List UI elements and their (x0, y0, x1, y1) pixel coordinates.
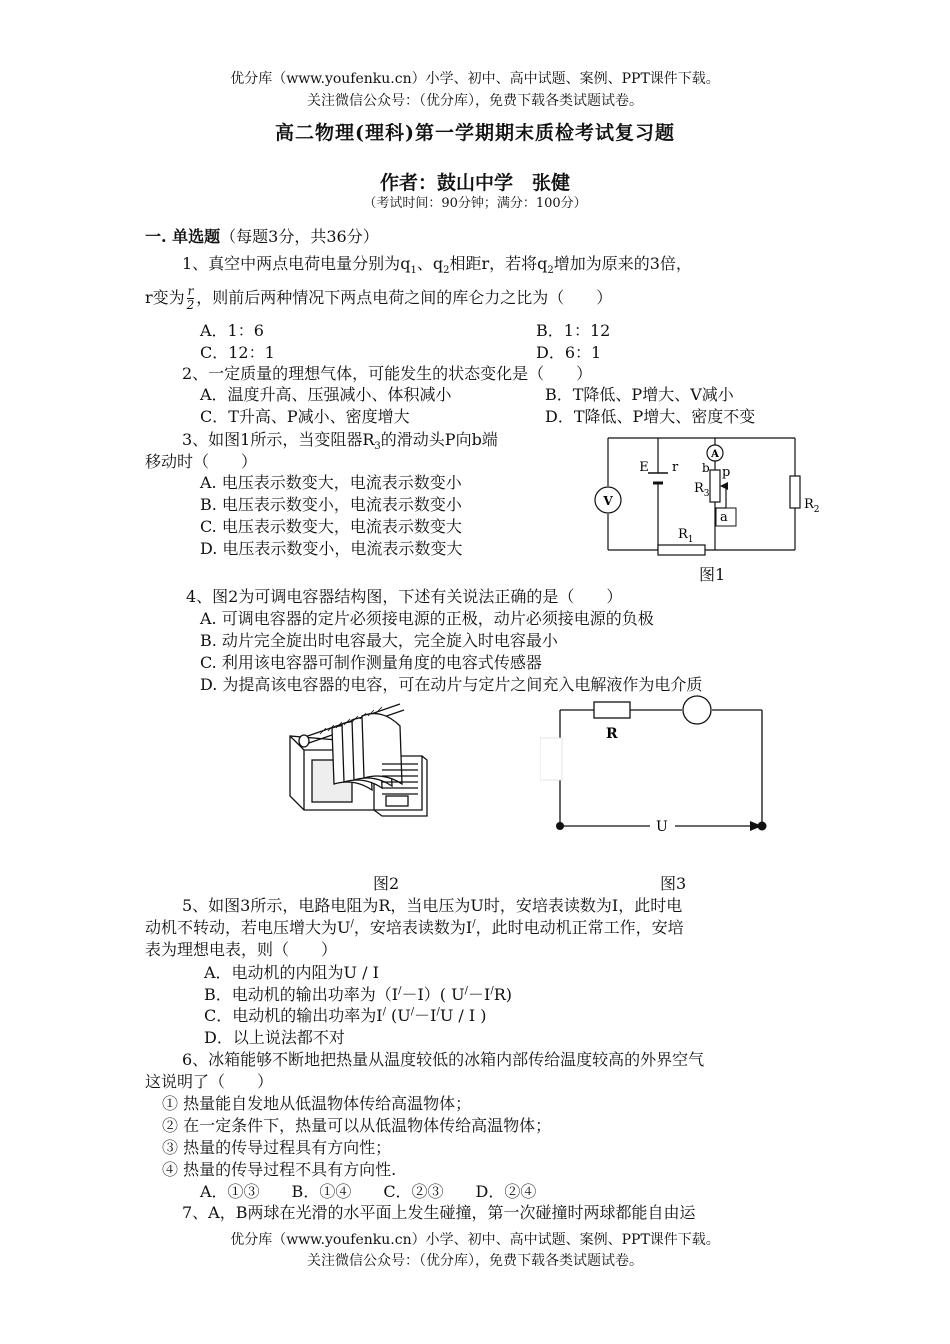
q5-prime-2: / (472, 918, 476, 930)
q5-b-b: －I）( U (401, 985, 465, 1004)
terminal-right-icon (758, 822, 767, 831)
q6-statement-1: ① 热量能自发地从低温物体传给高温物体； (162, 1094, 472, 1113)
q1-frac-num: r (187, 284, 194, 298)
q6-stem-line-2: 这说明了（ ） (145, 1072, 274, 1091)
exam-info: （考试时间：90分钟；满分：100分） (363, 196, 587, 211)
q5-c-prime-2: / (410, 1006, 415, 1018)
q1-line2-a: r变为 (145, 288, 185, 307)
q6-choices: A．①③ B．①④ C．②③ D．②④ (200, 1182, 537, 1201)
q6-statement-3: ③ 热量的传导过程具有方向性； (162, 1138, 392, 1157)
figure-1-circuit (590, 428, 830, 558)
emf-label: E (639, 460, 649, 475)
q5-b-a: B．电动机的输出功率为（I (204, 985, 399, 1004)
q2-option-b: B．T降低、P增大、V减小 (545, 385, 734, 404)
q1-text-b: 相距r，若将 (449, 254, 538, 273)
figure-1-caption: 图1 (699, 565, 726, 584)
q5-line2-c: ，此时电动机正常工作，安培 (475, 918, 684, 937)
fig3-r-label: R (606, 726, 618, 742)
q5-stem-line-1: 5、如图3所示，电路电阻为R，当电压为U时，安培表读数为I，此时电 (182, 896, 683, 915)
q5-c-c: －I (414, 1006, 437, 1025)
q5-c-d: U / I ) (439, 1006, 487, 1025)
q5-c-prime-3: / (436, 1006, 440, 1018)
q5-stem-line-2 (145, 915, 684, 938)
q5-c-a: C．电动机的输出功率为I (204, 1006, 383, 1025)
q3-option-a: A. 电压表示数变大，电流表示数变小 (200, 473, 462, 492)
q2-option-c: C．T升高、P减小、密度增大 (200, 407, 410, 426)
q5-c-prime-1: / (382, 1006, 386, 1018)
q1-option-b: B．1：12 (536, 321, 611, 340)
terminal-b-label: b (702, 461, 710, 475)
q1-text-c: 增加为原来的3倍， (553, 254, 692, 273)
q3-option-b: B. 电压表示数变小，电流表示数变小 (200, 495, 462, 514)
q6-statement-4: ④ 热量的传导过程不具有方向性. (162, 1160, 397, 1179)
slider-p-label: p (722, 465, 731, 480)
q1-stem-line-1 (182, 251, 692, 276)
q4-option-d: D. 为提高该电容器的电容，可在动片与定片之间充入电解液作为电介质 (200, 675, 703, 694)
q5-stem-line-3: 表为理想电表，则（ ） (145, 940, 338, 959)
header-line-1: 优分库（www.youfenku.cn）小学、初中、高中试题、案例、PPT课件下载。 (230, 71, 720, 87)
q3-stem-sub: 3 (374, 441, 381, 453)
q3-stem-a: 3、如图1所示，当变阻器R (182, 430, 375, 449)
figure-2-caption: 图2 (373, 874, 400, 893)
q1-sub2: 2 (443, 265, 450, 277)
q1-option-a: A．1：6 (200, 321, 264, 340)
figure-2-capacitor (282, 698, 442, 828)
q5-b-d: R) (493, 985, 512, 1004)
q3-option-d: D. 电压表示数变小，电流表示数变大 (200, 539, 463, 558)
section-heading (145, 224, 379, 247)
footer-line-1: 优分库（www.youfenku.cn）小学、初中、高中试题、案例、PPT课件下载。 (230, 1232, 720, 1248)
q3-stem-line-2: 移动时（ ） (145, 452, 258, 471)
header-line-2: 关注微信公众号：（优分库），免费下载各类试题试卷。 (307, 93, 643, 109)
figure-3-caption: 图3 (660, 874, 687, 893)
q1-frac-den: 2 (186, 298, 195, 312)
internal-resistance-label: r (672, 460, 679, 475)
author-line: 作者：鼓山中学 张健 (379, 172, 570, 194)
q5-b-prime-3: / (490, 985, 494, 997)
q6-stem-line-1: 6、冰箱能够不断地把热量从温度较低的冰箱内部传给温度较高的外界空气 (182, 1050, 705, 1069)
ammeter-label: A (711, 449, 719, 460)
section-title: 一. 单选题 (145, 227, 221, 246)
cut-out-box (540, 738, 562, 780)
q1-line2-b: ，则前后两种情况下两点电荷之间的库仑力之比为（ ） (196, 288, 613, 307)
q1-sub3: 2 (547, 265, 554, 277)
q1-option-d: D．6：1 (536, 343, 602, 362)
footer-line-2: 关注微信公众号：（优分库），免费下载各类试题试卷。 (307, 1253, 643, 1269)
q1-sep: 、 (416, 254, 433, 273)
q3-option-c: C. 电压表示数变大，电流表示数变大 (200, 517, 462, 536)
q4-stem: 4、图2为可调电容器结构图，下述有关说法正确的是（ ） (186, 587, 623, 606)
q1-q1: q (400, 254, 411, 273)
resistor-r1 (658, 545, 705, 555)
q1-q2: q (432, 254, 444, 273)
q1-text-a: 1、真空中两点电荷电量分别为 (182, 254, 401, 273)
q6-statement-2: ② 在一定条件下，热量可以从低温物体传给高温物体； (162, 1116, 552, 1135)
r3-label: $R_3$ (694, 481, 710, 499)
q5-b-c: －I (467, 985, 491, 1004)
q4-option-b: B. 动片完全旋出时电容最大，完全旋入时电容最小 (200, 631, 558, 650)
q5-option-c (204, 1003, 487, 1026)
q1-sub1: 1 (410, 265, 417, 277)
r2-label: $R_2$ (804, 497, 820, 515)
q5-option-d: D．以上说法都不对 (204, 1028, 345, 1047)
q5-b-prime-2: / (464, 985, 468, 997)
q2-option-d: D．T降低、P增大、密度不变 (545, 407, 756, 426)
q5-prime-1: / (350, 918, 354, 930)
q1-fraction (187, 285, 195, 312)
q2-option-a: A．温度升高、压强减小、体积减小 (200, 385, 452, 404)
terminal-a-label: a (720, 510, 728, 525)
q5-c-b: (U (385, 1006, 411, 1025)
q3-stem-b: 的滑动头P向b端 (380, 430, 498, 449)
terminal-left-icon (556, 822, 564, 830)
q1-stem-line-2 (145, 285, 612, 312)
figure-3-circuit (540, 690, 780, 840)
voltmeter-label: V (603, 494, 613, 508)
q5-line2-a: 动机不转动，若电压增大为U (145, 918, 351, 937)
q4-option-c: C. 利用该电容器可制作测量角度的电容式传感器 (200, 653, 542, 672)
q7-stem-line-1: 7、A，B两球在光滑的水平面上发生碰撞，第一次碰撞时两球都能自由运 (182, 1203, 696, 1222)
slider-arrow-icon (720, 482, 728, 490)
q2-stem: 2、一定质量的理想气体，可能发生的状态变化是（ ） (182, 364, 593, 383)
q5-b-prime-1: / (398, 985, 402, 997)
rheostat-r3 (710, 470, 720, 502)
q1-q3: q (537, 254, 548, 273)
q5-line2-b: ，安培表读数为I (353, 918, 473, 937)
r1-label: $R_1$ (678, 527, 694, 545)
q5-option-a: A．电动机的内阻为U / I (204, 963, 379, 982)
page-title: 高二物理(理科)第一学期期末质检考试复习题 (275, 122, 675, 144)
q1-option-c: C．12：1 (200, 343, 275, 362)
fig3-u-label: U (656, 819, 668, 835)
q5-option-b (204, 982, 512, 1005)
resistor-r (594, 702, 630, 718)
motor-icon (683, 696, 711, 724)
section-note: （每题3分，共36分） (220, 227, 379, 246)
resistor-r2 (790, 476, 800, 508)
q4-option-a: A. 可调电容器的定片必须接电源的正极，动片必须接电源的负极 (200, 609, 654, 628)
